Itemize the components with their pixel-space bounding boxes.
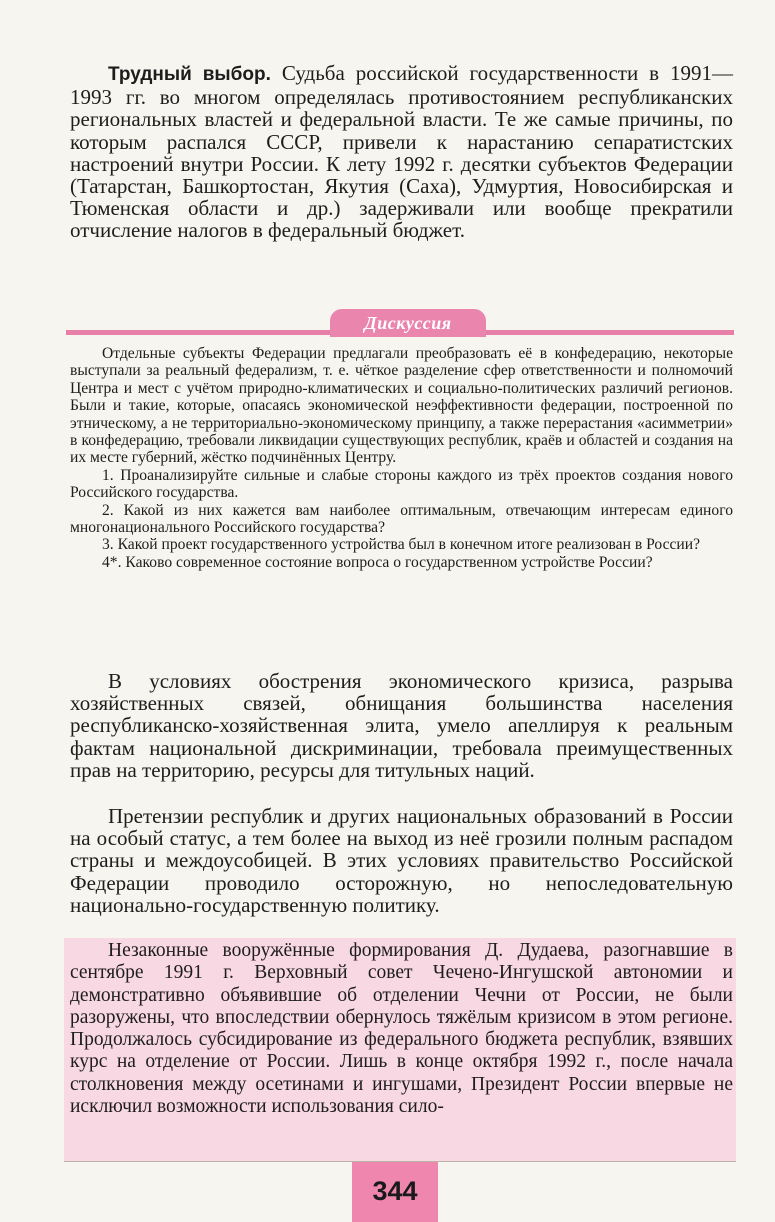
discussion-question: 4*. Каково современное состояние вопроса о государственном устройстве России?: [102, 553, 653, 571]
highlight-box-text: Незаконные вооружённые формирования Д. Дудаева, разогнавшие в сентябре 1991 г. Верховный совет Чечено-Ингушской автономии и демонстративно объявившие об отделении Чечни от России, не были разоружены, что впоследствии обернулось тяжёлым кризисом в этом регионе. Продолжалось субсидирование из федерального бюджета республик, взявших курс на отделение от России. Лишь в конце октября 1992 г., после начала столкновения между осетинами и ингушами, Президент России впервые не исключил возможности использования сило-: [70, 940, 733, 1118]
discussion-question: 2. Какой из них кажется вам наиболее оптимальным, отвечающим интересам единого многонационального Российского государства?: [70, 501, 733, 537]
paragraph-republic-claims: Претензии республик и других национальных образований в России на особый статус, а тем более на выход из неё грозили полным распадом страны и междоусобицей. В этих условиях правительство Российской Федерации проводило осторожную, но непоследовательную национально-государственную политику.: [70, 804, 733, 917]
discussion-label: Дискуссия: [330, 309, 486, 337]
discussion-question: 1. Проанализируйте сильные и слабые стороны каждого из трёх проектов создания нового Российского государства.: [70, 466, 733, 502]
discussion-block: [70, 345, 733, 571]
section-title: Трудный выбор.: [108, 64, 271, 85]
section-difficult-choice: [70, 62, 733, 242]
paragraph-economic-crisis: В условиях обострения экономического кризиса, разрыва хозяйственных связей, обнищания большинства населения республиканско-хозяйственная элита, умело апеллируя к реальным фактам национальной дискриминации, требовала преимущественных прав на территорию, ресурсы для титульных наций.: [70, 669, 733, 782]
page-number: 344: [372, 1176, 418, 1206]
section-text: Судьба российской государственности в 1991—1993 гг. во многом определялась противостоянием республиканских региональных властей и федеральной власти. Те же самые причины, по которым распался СССР, привели к нарастанию сепаратистских настроений внутри России. К лету 1992 г. десятки субъектов Федерации (Татарстан, Башкортостан, Якутия (Саха), Удмуртия, Новосибирская и Тюменская области и др.) задерживали или вообще прекратили отчисление налогов в федеральный бюджет.: [70, 61, 734, 243]
discussion-question: 3. Какой проект государственного устройства был в конечном итоге реализован в России?: [102, 536, 701, 554]
discussion-intro: Отдельные субъекты Федерации предлагали преобразовать её в конфедерацию, некоторые выступали за реальный федерализм, т. е. чёткое разделение сфер ответственности и полномочий Центра и мест с учётом природно-климатических и социально-политических различий регионов. Были и такие, которые, опасаясь экономической неэффективности федерации, построенной по этническому, а не территориально-экономическому принципу, а также перерастания «асимметрии» в конфедерацию, требовали ликвидации существующих республик, краёв и областей и создания на их месте губерний, жёстко подчинённых Центру.: [70, 345, 733, 467]
